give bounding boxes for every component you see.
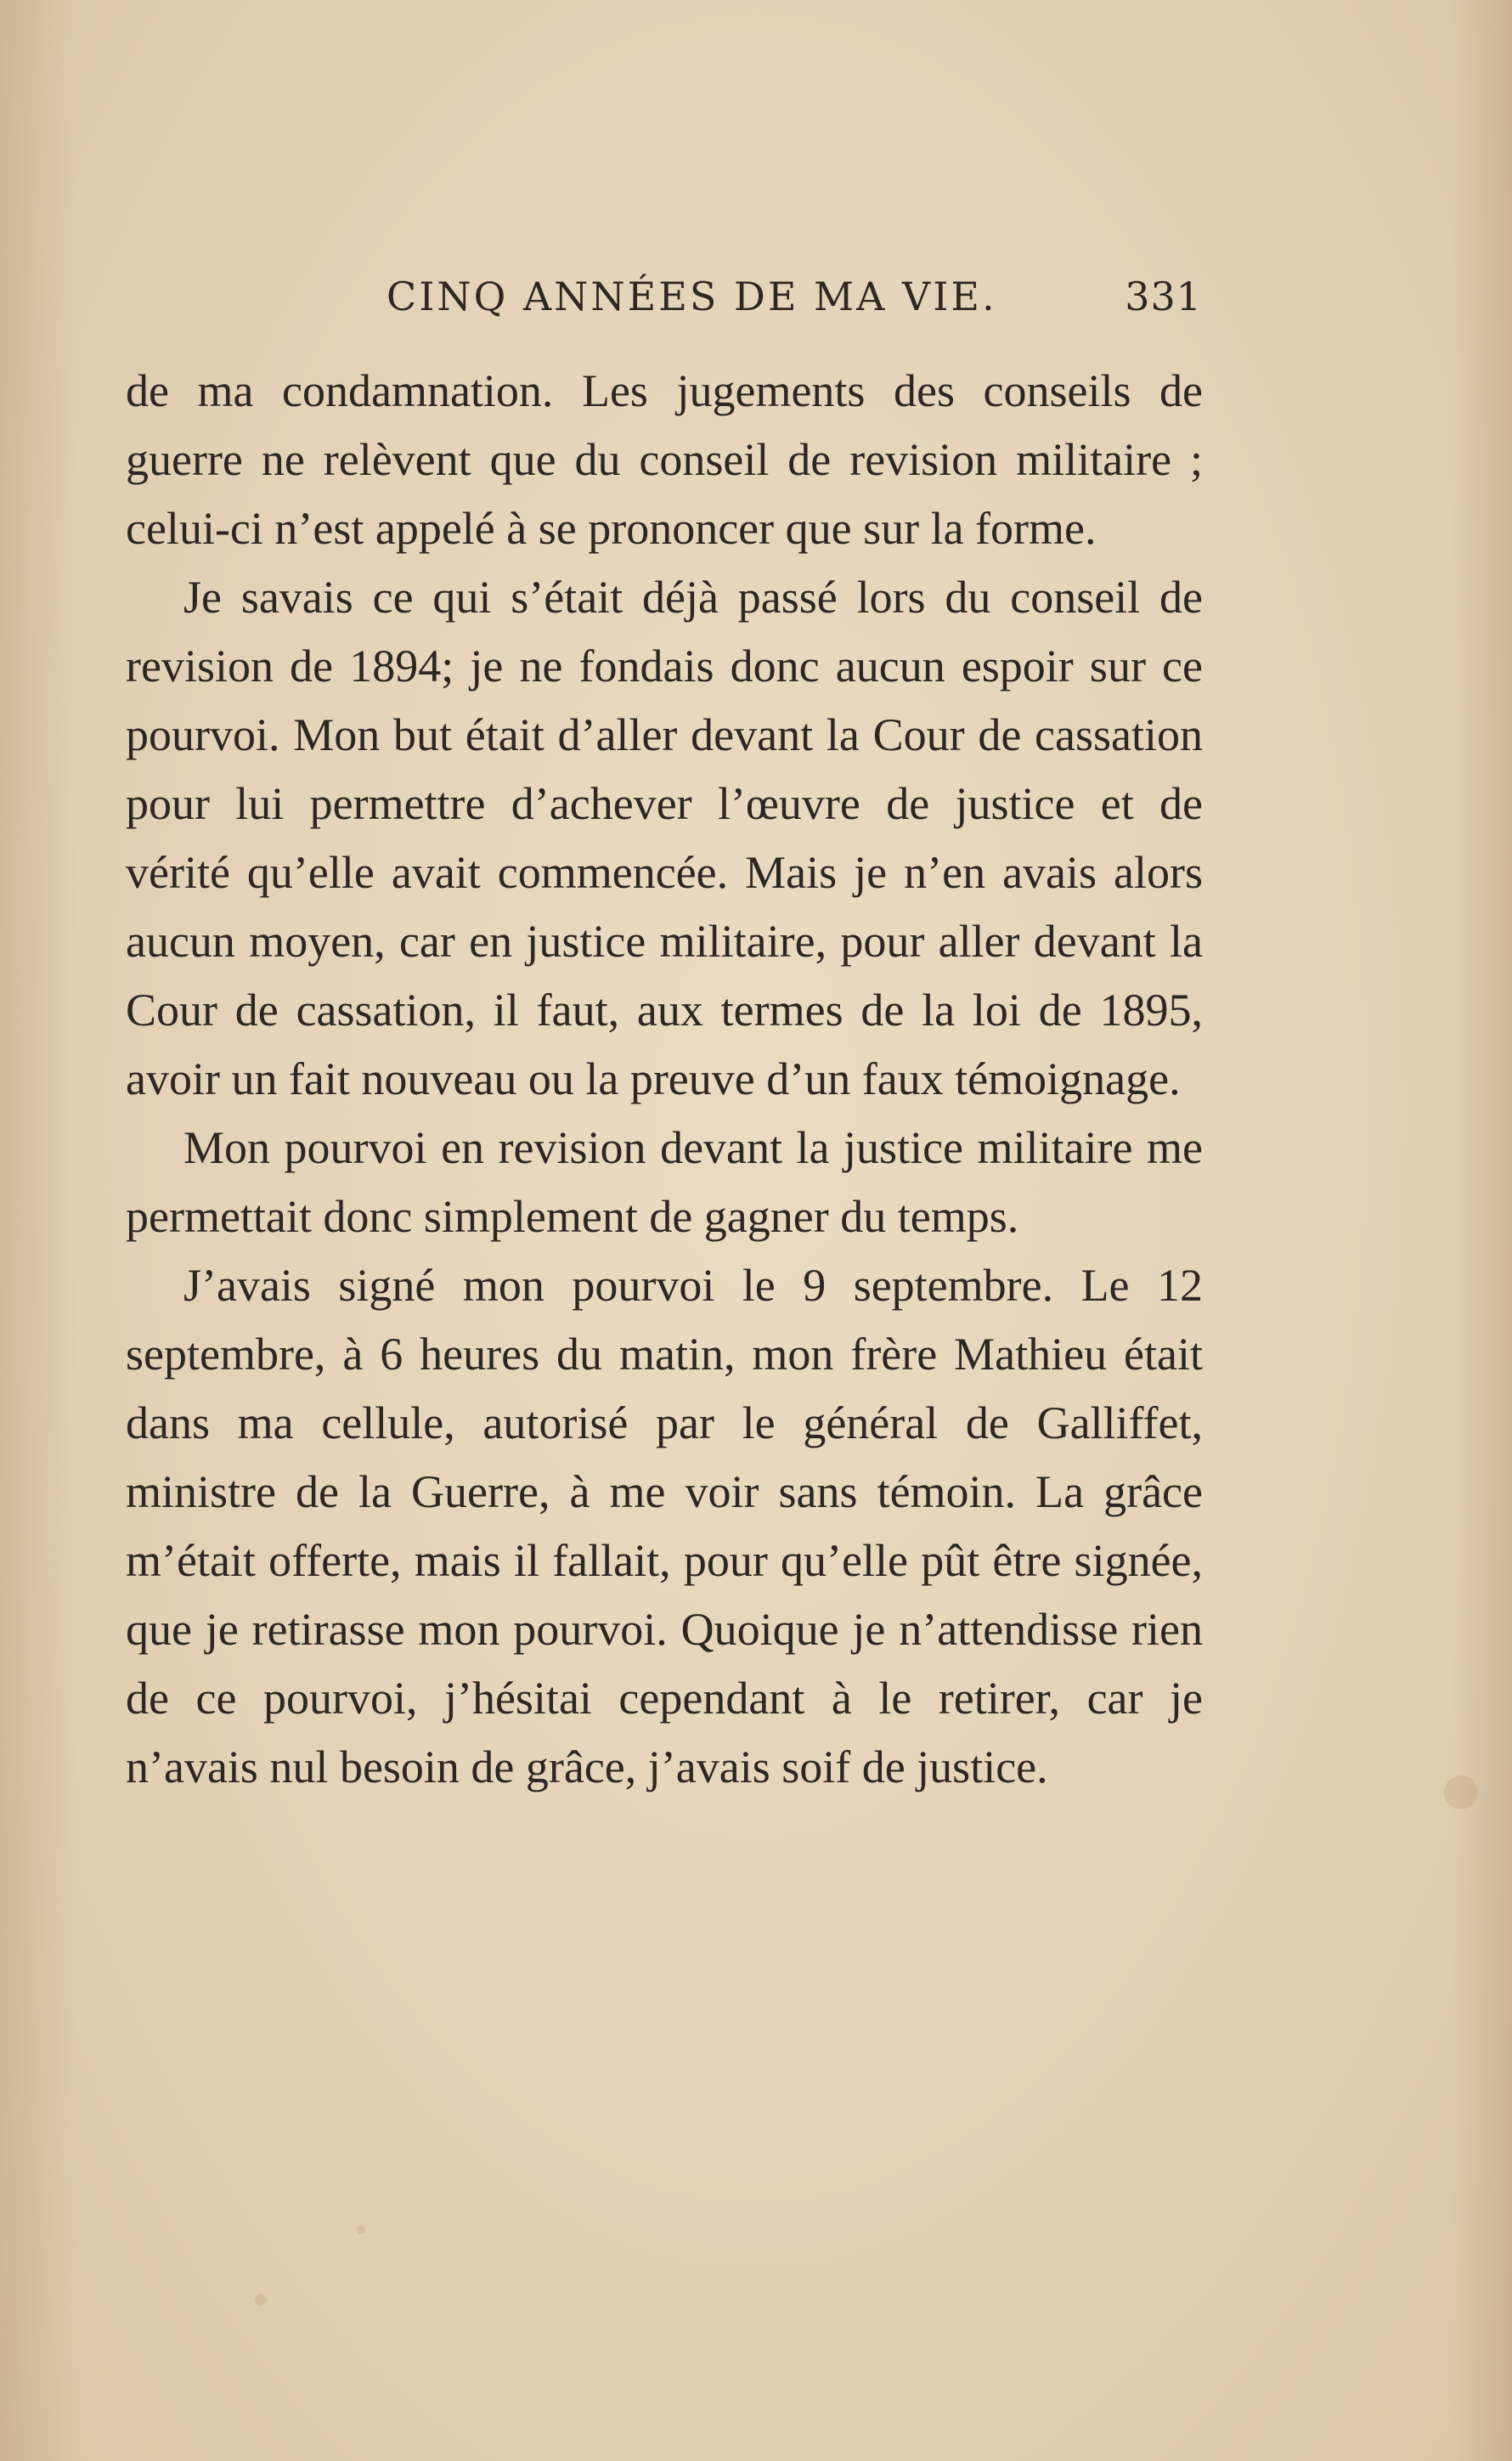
paragraph-gain-time: Mon pourvoi en revision devant la justice militaire me permettait donc simplement de gagner du temps. (126, 1122, 1203, 1242)
page-number: 331 (1125, 274, 1202, 319)
running-header (386, 263, 1202, 331)
page-shadow-right (1453, 0, 1512, 2461)
body-text (126, 357, 1203, 1802)
paragraph-continuation: de ma condamnation. Les jugements des conseils de guerre ne relèvent que du conseil de revision militaire ; celui-ci n’est appelé à se prononcer que sur la forme. (126, 365, 1203, 554)
paragraph-pardon-offer: J’avais signé mon pourvoi le 9 septembre. Le 12 septembre, à 6 heures du matin, mon frère Mathieu était dans ma cellule, autorisé par le général de Galliffet, ministre de la Guerre, à me voir sans témoin. La grâce m’était offerte, mais il fallait, pour qu’elle pût être signée, que je retirasse mon pourvoi. Quoique je n’attendisse rien de ce pourvoi, j’hésitai cependant à le retirer, car je n’avais nul besoin de grâce, j’avais soif de justice. (126, 1260, 1203, 1792)
paragraph-pourvoi-intent: Je savais ce qui s’était déjà passé lors du conseil de revision de 1894; je ne fondais donc aucun espoir sur ce pourvoi. Mon but était d’aller devant la Cour de cassation pour lui permettre d’achever l’œuvre de justice et de vérité qu’elle avait commencée. Mais je n’en avais alors aucun moyen, car en justice militaire, pour aller devant la Cour de cassation, il faut, aux termes de la loi de 1895, avoir un fait nouveau ou la preuve d’un faux témoignage. (126, 572, 1203, 1104)
foxing-spot (1444, 1775, 1478, 1809)
foxing-spot (255, 2294, 267, 2306)
page-shadow-left (0, 0, 76, 2461)
running-title: CINQ ANNÉES DE MA VIE. (386, 274, 997, 319)
foxing-spot (357, 2226, 365, 2234)
